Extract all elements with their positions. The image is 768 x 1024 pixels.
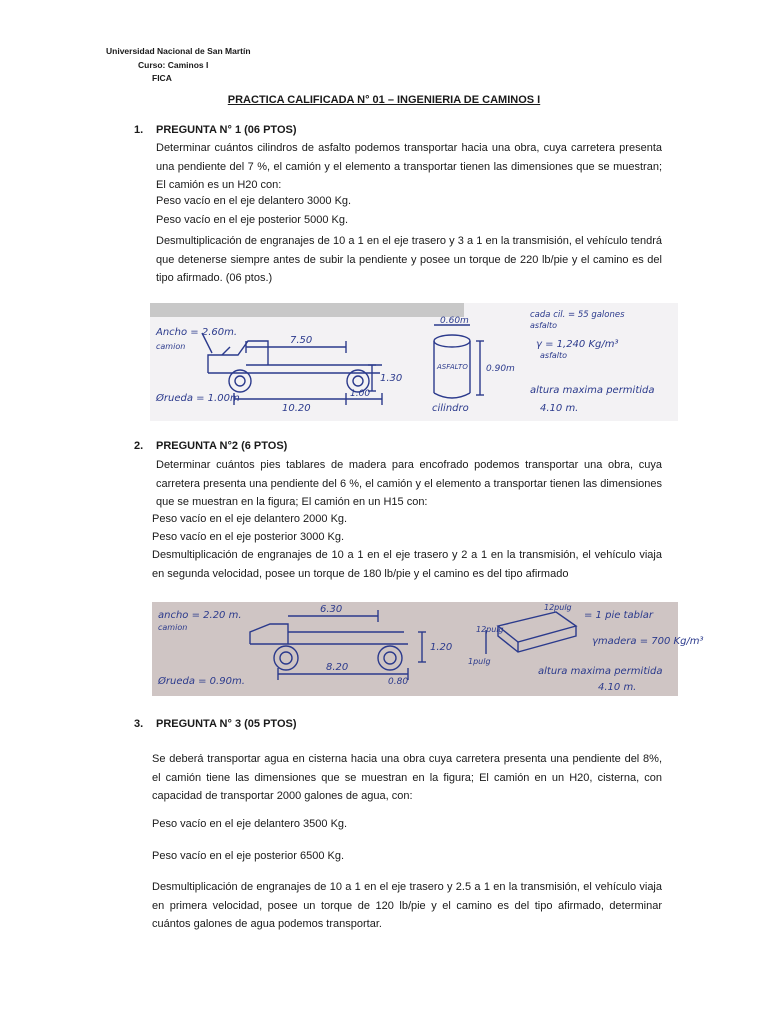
question-2-title: PREGUNTA N°2 (6 PTOS) [156, 440, 288, 452]
question-1-number: 1. [134, 124, 144, 136]
sketch-1-length-top: 7.50 [290, 335, 313, 346]
sketch-2-length-top: 6.30 [320, 604, 343, 615]
sketch-2-board-eq: = 1 pie tablar [584, 610, 653, 621]
sketch-1-cyl-text: ASFALTO [437, 363, 468, 371]
sketch-1-maxh-1: altura maxima permitida [530, 385, 655, 396]
question-1-front-axle: Peso vacío en el eje delantero 3000 Kg. [156, 195, 352, 207]
sketch-1-overhang: 1.00 [350, 389, 371, 399]
university-name: Universidad Nacional de San Martín [106, 46, 251, 56]
question-2-rear-axle: Peso vacío en el eje posterior 3000 Kg. [152, 531, 345, 543]
question-2-front-axle: Peso vacío en el eje delantero 2000 Kg. [152, 513, 348, 525]
question-3-title: PREGUNTA N° 3 (05 PTOS) [156, 718, 297, 730]
question-3-conditions: Desmultiplicación de engranajes de 10 a 1 en el eje trasero y 2.5 a 1 en la transmisión, el vehículo viaja en primera velocidad, posee un torque de 120 lb/pie y el camino es del tipo afirmado, determinar cuántos galones de agua podemos transportar. [152, 881, 662, 930]
question-1-sketch [150, 303, 678, 421]
sketch-1-density: γ = 1,240 Kg/m³ [536, 339, 619, 350]
course-name: Curso: Caminos I [138, 60, 209, 70]
question-2-sketch [152, 602, 704, 696]
question-1-conditions: Desmultiplicación de engranajes de 10 a 1 en el eje trasero y 3 a 1 en la transmisión, el vehículo tendrá que detenerse siempre antes de subir la pendiente y posee un torque de 220 lb/pie y el camino es del tipo afirmado. (06 ptos.) [156, 235, 662, 284]
sketch-2-wheel: Ørueda = 0.90m. [158, 676, 245, 687]
question-1-rear-axle: Peso vacío en el eje posterior 5000 Kg. [156, 214, 349, 226]
sketch-2-width-label: ancho = 2.20 m. [158, 610, 242, 621]
question-2-number: 2. [134, 440, 144, 452]
sketch-2-density: γmadera = 700 Kg/m³ [592, 636, 704, 647]
question-1-statement: Determinar cuántos cilindros de asfalto podemos transportar hacia una obra, cuya carretera presenta una pendiente del 7 %, el camión y el elemento a transportar tienen las dimensiones que se muestran; El camión es un H20 con: [156, 142, 662, 191]
sketch-1-cyl-height: 0.90m [486, 364, 515, 374]
question-3-statement: Se deberá transportar agua en cisterna hacia una obra cuya carretera presenta una pendiente del 8%, el camión tiene las dimensiones que se muestran en la figura; El camión en un H20, cisterna, con capacidad de transportar 2000 galones de agua, con: [152, 753, 662, 802]
sketch-2-width-sub: camion [158, 623, 188, 632]
sketch-1-wheelbase: 10.20 [282, 403, 311, 414]
sketch-1-height: 1.30 [380, 373, 403, 384]
sketch-1-maxh-2: 4.10 m. [540, 403, 579, 414]
faculty-name: FICA [152, 73, 172, 83]
sketch-1-cyl-diam: 0.60m [440, 316, 469, 326]
question-3-rear-axle: Peso vacío en el eje posterior 6500 Kg. [152, 850, 345, 862]
sketch-2-height: 1.20 [430, 642, 453, 653]
question-3-heading [134, 718, 297, 730]
sketch-1-density-sub: asfalto [540, 351, 568, 360]
sketch-2-board-thick: 1pulg [468, 657, 491, 666]
sketch-2-overhang: 0.80 [388, 677, 409, 687]
question-2-conditions: Desmultiplicación de engranajes de 10 a 1 en el eje trasero y 2 a 1 en la transmisión, el vehículo viaja en segunda velocidad, posee un torque de 180 lb/pie y el camino es del tipo afirmado [152, 549, 662, 580]
question-2-heading [134, 440, 287, 452]
sketch-1-gallons-1: cada cil. = 55 galones [530, 310, 625, 320]
sketch-2-board-side: 12pulg [476, 625, 504, 634]
sketch-2-maxh-2: 4.10 m. [598, 682, 637, 693]
question-1-heading [134, 124, 297, 136]
sketch-1-cyl-label: cilindro [432, 403, 469, 414]
sketch-2-maxh-1: altura maxima permitida [538, 666, 663, 677]
question-2-statement: Determinar cuántos pies tablares de madera para encofrado podemos transportar una obra, cuya carretera presenta una pendiente del 6 %, el camión y el elemento a transportar tienen las dimensiones que se muestran en la figura; El camión en un H15 con: [156, 459, 662, 508]
sketch-1-width-sub: camion [156, 342, 186, 351]
sketch-2-wheelbase: 8.20 [326, 662, 349, 673]
document-title: PRACTICA CALIFICADA N° 01 – INGENIERIA DE CAMINOS I [227, 94, 541, 106]
question-1-title: PREGUNTA N° 1 (06 PTOS) [156, 124, 297, 136]
question-3-number: 3. [134, 718, 144, 730]
sketch-1-wheel: Ørueda = 1.00m [156, 393, 240, 404]
question-3-front-axle: Peso vacío en el eje delantero 3500 Kg. [152, 818, 348, 830]
sketch-1-gallons-2: asfalto [530, 321, 558, 330]
sketch-2-board-top: 12pulg [544, 603, 572, 612]
sketch-1-width-label: Ancho = 2.60m. [156, 327, 238, 338]
